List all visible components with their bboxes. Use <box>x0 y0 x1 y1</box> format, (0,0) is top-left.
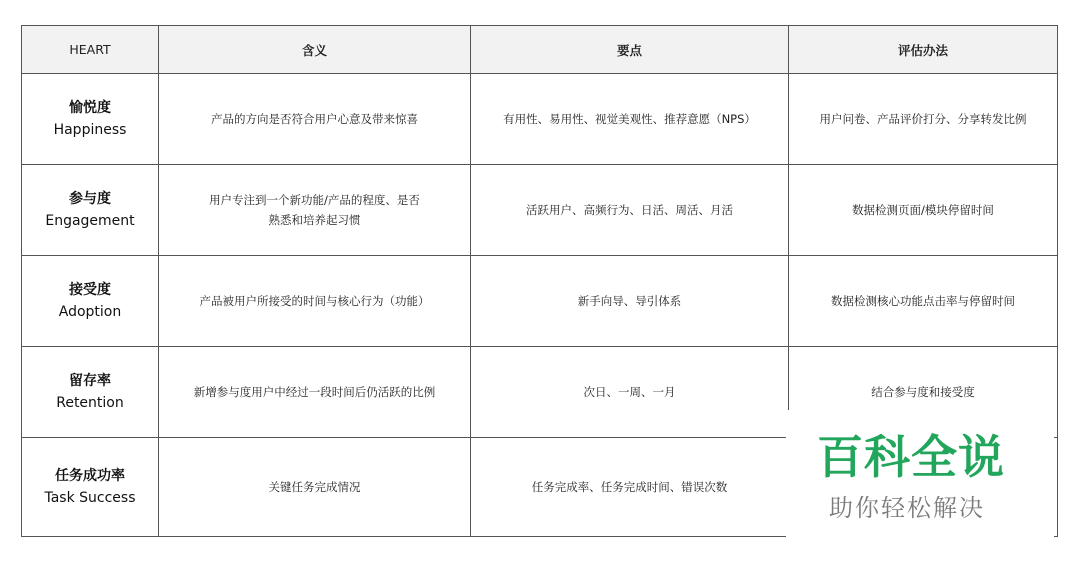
evaluation-cell: 数据检测核心功能点击率与停留时间 <box>789 256 1058 347</box>
watermark-subtitle: 助你轻松解决 <box>829 494 985 522</box>
dimension-cell <box>22 74 159 165</box>
header-meaning: 含义 <box>159 26 471 74</box>
dimension-cell <box>22 165 159 256</box>
dimension-name-zh: 愉悦度 <box>69 100 111 116</box>
table-header-row <box>22 26 1058 74</box>
dimension-name-en: Task Success <box>44 490 136 506</box>
dimension-name-en: Retention <box>56 395 124 411</box>
evaluation-cell: 数据检测页面/模块停留时间 <box>789 165 1058 256</box>
dimension-cell <box>22 256 159 347</box>
header-evaluation: 评估办法 <box>789 26 1058 74</box>
dimension-name-en: Engagement <box>45 213 135 229</box>
table-row <box>22 165 1058 256</box>
table-row <box>22 256 1058 347</box>
meaning-cell <box>159 347 471 438</box>
table-row <box>22 74 1058 165</box>
meaning-text: 新增参与度用户中经过一段时间后仍活跃的比例 <box>193 385 436 399</box>
dimension-name-zh: 留存率 <box>69 373 111 389</box>
meaning-text: 熟悉和培养起习惯 <box>268 213 361 227</box>
dimension-cell <box>22 438 159 537</box>
watermark-title: 百科全说 <box>817 430 1005 484</box>
header-heart: HEART <box>22 26 159 74</box>
evaluation-cell: 用户问卷、产品评价打分、分享转发比例 <box>789 74 1058 165</box>
meaning-cell <box>159 438 471 537</box>
header-key-points: 要点 <box>471 26 789 74</box>
key-points-cell: 活跃用户、高频行为、日活、周活、月活 <box>471 165 789 256</box>
meaning-text: 产品的方向是否符合用户心意及带来惊喜 <box>211 112 418 126</box>
meaning-text: 关键任务完成情况 <box>268 480 361 494</box>
meaning-cell <box>159 165 471 256</box>
meaning-text: 产品被用户所接受的时间与核心行为（功能） <box>199 294 430 308</box>
meaning-cell <box>159 74 471 165</box>
key-points-cell: 任务完成率、任务完成时间、错误次数 <box>471 438 789 537</box>
dimension-name-zh: 接受度 <box>69 282 111 298</box>
dimension-name-en: Adoption <box>58 304 122 320</box>
key-points-cell: 次日、一周、一月 <box>471 347 789 438</box>
dimension-name-zh: 任务成功率 <box>55 468 125 484</box>
meaning-text: 用户专注到一个新功能/产品的程度、是否 <box>209 193 420 207</box>
dimension-cell <box>22 347 159 438</box>
dimension-name-zh: 参与度 <box>69 191 111 207</box>
watermark-logo <box>786 410 1054 545</box>
dimension-name-en: Happiness <box>53 122 127 138</box>
key-points-cell: 新手向导、导引体系 <box>471 256 789 347</box>
evaluation-cell: 结合参与度和接受度 <box>789 347 1058 438</box>
key-points-cell: 有用性、易用性、视觉美观性、推荐意愿（NPS） <box>471 74 789 165</box>
meaning-cell <box>159 256 471 347</box>
